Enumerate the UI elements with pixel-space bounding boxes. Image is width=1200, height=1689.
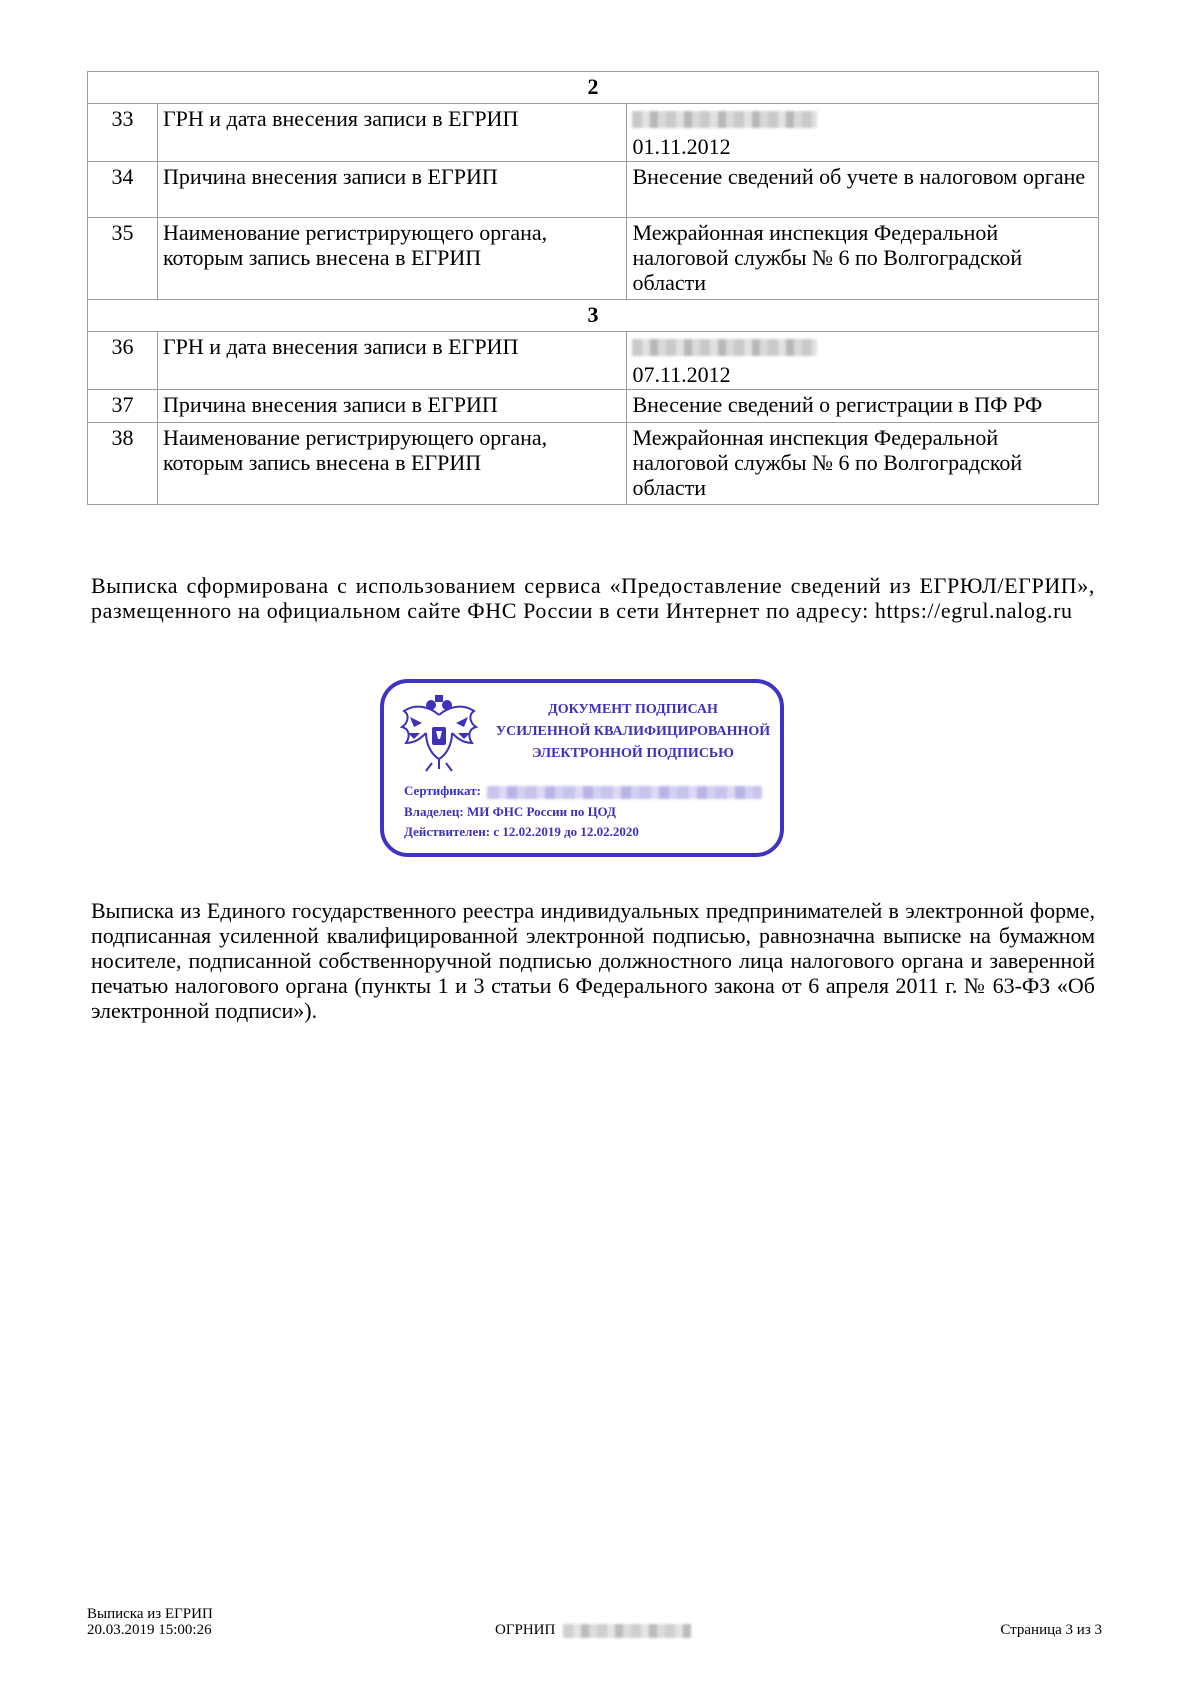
record-date: 01.11.2012 — [632, 134, 731, 159]
row-number: 35 — [88, 218, 158, 300]
row-value: Внесение сведений об учете в налоговом органе — [627, 162, 1099, 218]
stamp-owner: Владелец: МИ ФНС России по ЦОД — [404, 804, 616, 819]
table-row — [88, 390, 1099, 423]
ogrnip-label: ОГРНИП — [495, 1622, 556, 1638]
redacted-grn — [632, 111, 817, 128]
page-number: Страница 3 из 3 — [1000, 1622, 1102, 1638]
table-row — [88, 332, 1099, 390]
stamp-title — [488, 699, 778, 765]
redacted-grn — [632, 339, 817, 356]
section-number: 2 — [88, 72, 1099, 104]
row-label: Причина внесения записи в ЕГРИП — [157, 162, 627, 218]
row-label: Наименование регистрирующего органа, которым запись внесена в ЕГРИП — [157, 423, 627, 505]
section-header-row — [88, 72, 1099, 104]
coat-of-arms-icon — [396, 693, 482, 775]
footer-datetime: 20.03.2019 15:00:26 — [87, 1622, 212, 1638]
row-number: 37 — [88, 390, 158, 423]
row-value: Межрайонная инспекция Федеральной налоговой службы № 6 по Волгоградской области — [627, 423, 1099, 505]
table-row — [88, 218, 1099, 300]
record-date: 07.11.2012 — [632, 362, 731, 387]
row-number: 33 — [88, 104, 158, 162]
stamp-title-line: УСИЛЕННОЙ КВАЛИФИЦИРОВАННОЙ — [495, 724, 771, 739]
row-label: Причина внесения записи в ЕГРИП — [157, 390, 627, 423]
redacted-ogrnip — [563, 1624, 691, 1638]
stamp-certificate — [404, 783, 762, 799]
footer-doc-info — [87, 1606, 213, 1638]
row-value — [627, 332, 1099, 390]
row-number: 38 — [88, 423, 158, 505]
stamp-title-line: ЭЛЕКТРОННОЙ ПОДПИСЬЮ — [532, 746, 734, 761]
signature-stamp — [380, 679, 784, 857]
row-label: ГРН и дата внесения записи в ЕГРИП — [157, 104, 627, 162]
section-number: 3 — [88, 300, 1099, 332]
row-label: ГРН и дата внесения записи в ЕГРИП — [157, 332, 627, 390]
section-header-row — [88, 300, 1099, 332]
stamp-title-line: ДОКУМЕНТ ПОДПИСАН — [548, 702, 718, 717]
certificate-label: Сертификат: — [404, 783, 481, 798]
legal-note: Выписка из Единого государственного реестра индивидуальных предпринимателей в электронной форме, подписанная усиленной квалифицированной электронной подписью, равнозначна выписке на бумажном носителе, подписанной собственноручной подписью должностного лица налогового органа и заверенной печатью налогового органа (пункты 1 и 3 статьи 6 Федерального закона от 6 апреля 2011 г. № 63-ФЗ «Об электронной подписи»). — [91, 898, 1095, 1023]
stamp-validity: Действителен: с 12.02.2019 до 12.02.2020 — [404, 824, 639, 839]
row-number: 34 — [88, 162, 158, 218]
service-note: Выписка сформирована с использованием сервиса «Предоставление сведений из ЕГРЮЛ/ЕГРИП», размещенного на официальном сайте ФНС России в сети Интернет по адресу: https://egrul.nalog.ru — [91, 573, 1095, 623]
redacted-certificate — [487, 786, 762, 799]
row-value: Внесение сведений о регистрации в ПФ РФ — [627, 390, 1099, 423]
row-value — [627, 104, 1099, 162]
row-value: Межрайонная инспекция Федеральной налоговой службы № 6 по Волгоградской области — [627, 218, 1099, 300]
footer-doc-name: Выписка из ЕГРИП — [87, 1606, 213, 1622]
footer-ogrnip — [495, 1622, 691, 1638]
row-number: 36 — [88, 332, 158, 390]
table-row — [88, 162, 1099, 218]
records-table — [87, 71, 1099, 505]
row-label: Наименование регистрирующего органа, которым запись внесена в ЕГРИП — [157, 218, 627, 300]
table-row — [88, 104, 1099, 162]
table-row — [88, 423, 1099, 505]
